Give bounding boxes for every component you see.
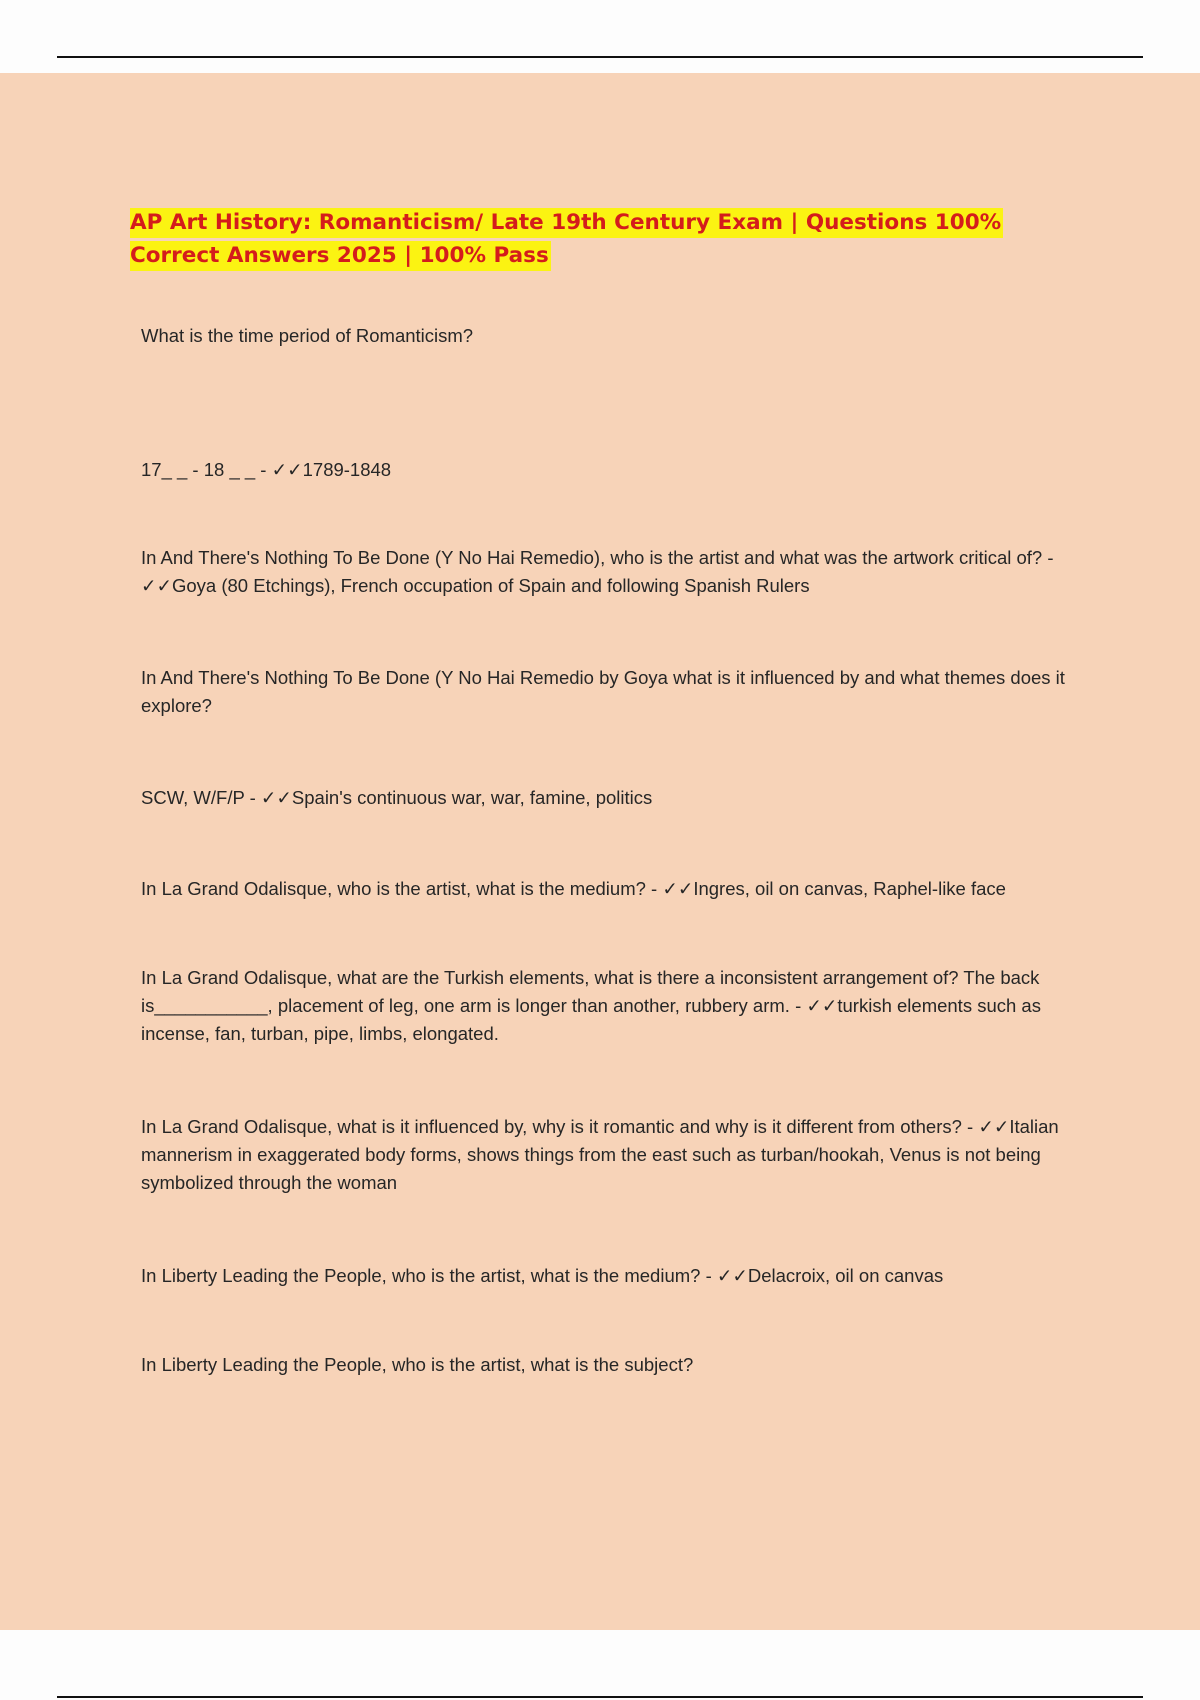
footer-rule — [57, 1696, 1143, 1698]
question-goya-artist: In And There's Nothing To Be Done (Y No Hai Remedio), who is the artist and what was the artwork critical of? - ✓✓Goya (80 Etchings), French occupation of Spain and following Spanish Rulers — [141, 547, 1054, 596]
question-odalisque-artist: In La Grand Odalisque, who is the artist, what is the medium? - ✓✓Ingres, oil on canvas, Raphel-like face — [141, 878, 1006, 899]
document-title — [130, 206, 1060, 272]
document-page — [0, 73, 1200, 1630]
answer-time-period: 17_ _ - 18 _ _ - ✓✓1789-1848 — [141, 459, 392, 480]
document-title-text: AP Art History: Romanticism/ Late 19th Century Exam | Questions 100% Correct Answers 2025 | 100% Pass — [130, 208, 1003, 271]
question-goya-influence: In And There's Nothing To Be Done (Y No Hai Remedio by Goya what is it influenced by and what themes does it explore? — [141, 667, 1065, 716]
question-odalisque-turkish: In La Grand Odalisque, what are the Turkish elements, what is there a inconsistent arrangement of? The back is___________, placement of leg, one arm is longer than another, rubbery arm. - ✓✓turkish elements such as incense, fan, turban, pipe, limbs, elongated. — [141, 967, 1041, 1044]
header-rule — [57, 56, 1143, 58]
answer-goya-themes: SCW, W/F/P - ✓✓Spain's continuous war, war, famine, politics — [141, 787, 653, 808]
question-odalisque-influence: In La Grand Odalisque, what is it influenced by, why is it romantic and why is it different from others? - ✓✓Italian mannerism in exaggerated body forms, shows things from the east such as turban/hookah, Venus is not being symbolized through the woman — [141, 1116, 1059, 1193]
question-liberty-artist: In Liberty Leading the People, who is the artist, what is the medium? - ✓✓Delacroix, oil on canvas — [141, 1265, 944, 1286]
question-time-period: What is the time period of Romanticism? — [141, 325, 474, 346]
question-liberty-subject: In Liberty Leading the People, who is the artist, what is the subject? — [141, 1354, 694, 1375]
